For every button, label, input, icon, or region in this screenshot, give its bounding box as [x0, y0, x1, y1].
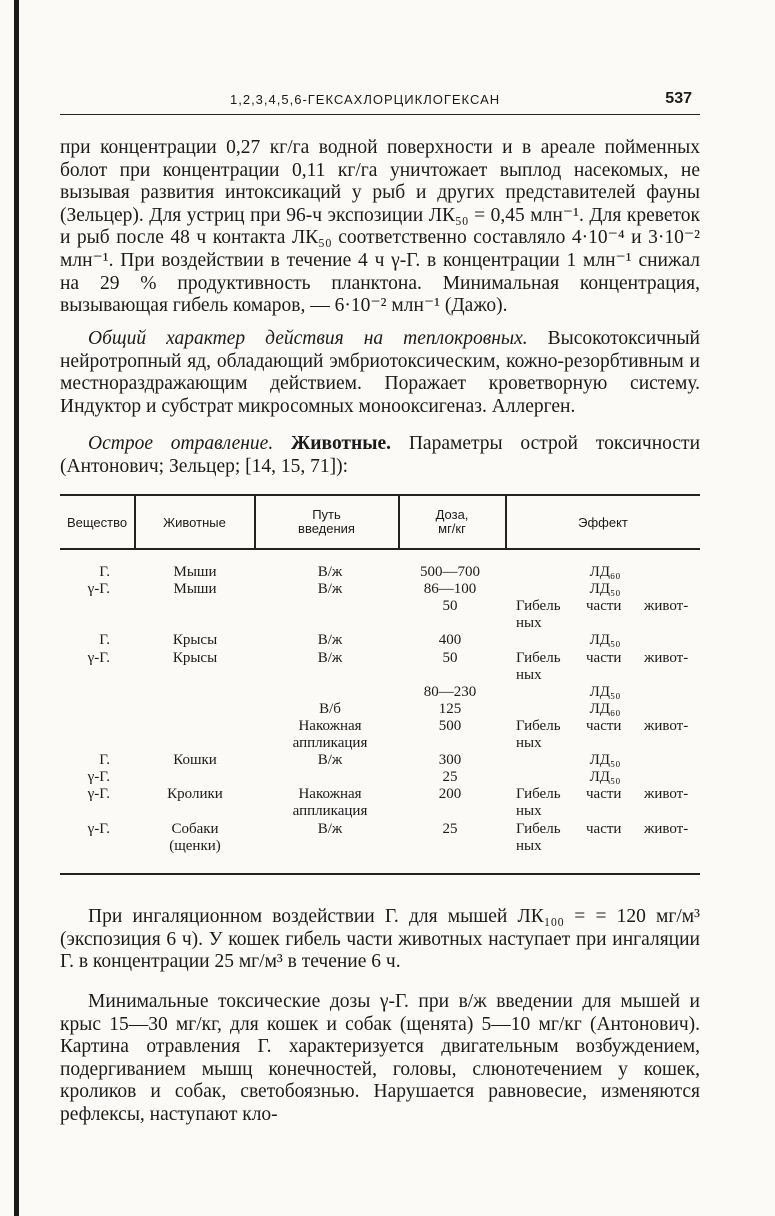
table-row	[60, 684, 700, 701]
cell-route: В/ж	[317, 752, 343, 769]
table-top-rule	[60, 494, 700, 496]
table-row	[60, 752, 700, 769]
paragraph-general-action	[60, 328, 700, 418]
cell-animal: (щенки)	[169, 837, 221, 854]
acute-poisoning-text: Параметры острой токсичности (Антонович; Зельцер; [14, 15, 71]):	[60, 433, 700, 477]
table-row	[60, 564, 700, 581]
cell-route: В/ж	[317, 632, 343, 649]
cell-dose: 300	[438, 752, 462, 769]
cell-substance: Г.	[99, 752, 110, 769]
cell-effect: части	[586, 717, 622, 734]
cell-route: Накожная	[298, 786, 362, 803]
cell-dose: 50	[442, 649, 458, 666]
cell-effect: части	[586, 598, 622, 615]
cell-animal: Собаки	[171, 820, 219, 837]
cell-effect: Гибель	[516, 820, 561, 837]
header-substance: Вещество	[66, 515, 128, 530]
cell-route: аппликация	[292, 735, 368, 751]
cell-route: В/ж	[317, 564, 343, 580]
header-dose: Доза, мг/кг	[435, 507, 469, 536]
cell-effect: живот-	[644, 598, 689, 615]
cell-effect: Гибель	[516, 649, 561, 666]
cell-effect: ЛД₆₀	[589, 564, 621, 580]
cell-route: В/ж	[317, 581, 343, 598]
cell-effect: ЛД₆₀	[589, 700, 621, 717]
cell-effect: части	[586, 786, 622, 803]
table-row	[60, 598, 700, 615]
table-row	[60, 667, 700, 684]
table-row	[60, 735, 700, 752]
table-row	[60, 650, 700, 667]
paragraph-min-toxic-doses: Минимальные токсические дозы γ-Г. при в/ж введении для мышей и крыс 15—30 мг/кг, для кошек и собак (щенята) 5—10 мг/кг (Антонович). Картина отравления Г. характеризуется двигательным возбуждением, подергиванием мышц конечностей, головы, слюнотечением у кошек, кроликов и собак, светобоязнью. Нарушается равновесие, изменяются рефлексы, наступают кло-	[60, 991, 700, 1125]
section-heading-acute-poisoning: Острое отравление.	[88, 433, 274, 454]
cell-dose: 500—700	[420, 564, 480, 580]
cell-dose: 25	[442, 769, 458, 786]
cell-substance: γ-Г.	[87, 786, 110, 803]
toxicity-table	[60, 494, 700, 875]
cell-substance: γ-Г.	[87, 769, 110, 786]
cell-animal: Мыши	[173, 564, 217, 580]
cell-effect: живот-	[644, 717, 689, 734]
cell-route: аппликация	[292, 803, 368, 820]
table-row	[60, 769, 700, 786]
cell-effect: живот-	[644, 649, 689, 666]
cell-dose: 86—100	[423, 581, 477, 598]
section-heading-general-action: Общий характер действия на теплокровных.	[88, 328, 528, 349]
table-row	[60, 821, 700, 838]
header-effect: Эффект	[578, 515, 628, 530]
cell-effect: Гибель	[516, 786, 561, 803]
cell-substance: Г.	[99, 632, 110, 649]
cell-dose: 125	[438, 700, 462, 717]
header-route: Путь введения	[298, 507, 355, 536]
cell-dose: 80—230	[423, 683, 477, 700]
cell-effect: Гибель	[516, 598, 561, 615]
table-row	[60, 632, 700, 649]
cell-effect: ных	[516, 803, 542, 820]
cell-effect: ных	[516, 615, 542, 632]
cell-dose: 25	[442, 820, 458, 837]
paragraph-acute-poisoning	[60, 433, 700, 478]
page-number: 537	[665, 90, 692, 107]
cell-route: В/ж	[317, 820, 343, 837]
cell-effect: ных	[516, 735, 542, 751]
table-row	[60, 581, 700, 598]
cell-effect: ЛД₅₀	[589, 769, 621, 786]
general-action-text: Высокотоксичный нейротропный яд, обладающий эмбриотоксическим, кожно-резорбтивным и местнораздражающим действием. Поражает кроветворную систему. Индуктор и субстрат микросомных монооксигеназ. Аллерген.	[60, 328, 700, 417]
cell-effect: ЛД₅₀	[589, 683, 621, 700]
cell-animal: Мыши	[173, 581, 217, 598]
cell-effect: Гибель	[516, 717, 561, 734]
cell-dose: 500	[438, 717, 462, 734]
running-title: 1,2,3,4,5,6-ГЕКСАХЛОРЦИКЛОГЕКСАН	[230, 92, 501, 107]
cell-dose: 50	[442, 598, 458, 615]
cell-effect: части	[586, 649, 622, 666]
page-binding-edge	[14, 0, 19, 1216]
paragraph-inhalation: При ингаляционном воздействии Г. для мышей ЛК₁₀₀ = = 120 мг/м³ (экспозиция 6 ч). У кошек гибель части животных наступает при ингаляции Г. в концентрации 25 мг/м³ в течение 6 ч.	[60, 906, 700, 973]
table-row	[60, 838, 700, 855]
table-row	[60, 718, 700, 735]
cell-animal: Крысы	[172, 649, 218, 666]
table-row	[60, 803, 700, 820]
cell-dose: 400	[438, 632, 462, 649]
cell-effect: живот-	[644, 820, 689, 837]
cell-effect: ЛД₅₀	[589, 581, 621, 598]
cell-route: В/б	[319, 700, 341, 717]
cell-effect: части	[586, 820, 622, 837]
cell-substance: Г.	[99, 564, 110, 580]
cell-effect: ЛД₅₀	[589, 632, 621, 649]
table-row	[60, 786, 700, 803]
cell-animal: Кролики	[167, 786, 223, 803]
page-header	[60, 90, 700, 115]
cell-route: Накожная	[298, 717, 362, 734]
subheading-animals: Животные.	[273, 433, 392, 454]
cell-substance: γ-Г.	[87, 820, 110, 837]
cell-effect: живот-	[644, 786, 689, 803]
cell-substance: γ-Г.	[87, 649, 110, 666]
cell-effect: ных	[516, 666, 542, 683]
cell-substance: γ-Г.	[87, 581, 110, 598]
cell-dose: 200	[438, 786, 462, 803]
cell-route: В/ж	[317, 649, 343, 666]
cell-effect: ных	[516, 837, 542, 854]
cell-effect: ЛД₅₀	[589, 752, 621, 769]
header-animals: Животные	[163, 515, 226, 530]
table-header-rule	[60, 548, 700, 550]
table-row	[60, 615, 700, 632]
cell-animal: Кошки	[173, 752, 217, 769]
table-row	[60, 701, 700, 718]
table-bottom-rule	[60, 873, 700, 875]
paragraph-ecotoxicity: при концентрации 0,27 кг/га водной поверхности и в ареале пойменных болот при концентрации 0,11 кг/га уничтожает выплод насекомых, не вызывая развития интоксикаций у рыб и других представителей фауны (Зельцер). Для устриц при 96-ч экспозиции ЛК₅₀ = 0,45 млн⁻¹. Для креветок и рыб после 48 ч контакта ЛК₅₀ соответственно составляло 4·10⁻⁴ и 3·10⁻² млн⁻¹. При воздействии в течение 4 ч γ-Г. в концентрации 1 млн⁻¹ снижал на 29 % продуктивность планктона. Минимальная концентрация, вызывающая гибель комаров, — 6·10⁻² млн⁻¹ (Дажо).	[60, 137, 700, 317]
cell-animal: Крысы	[172, 632, 218, 649]
